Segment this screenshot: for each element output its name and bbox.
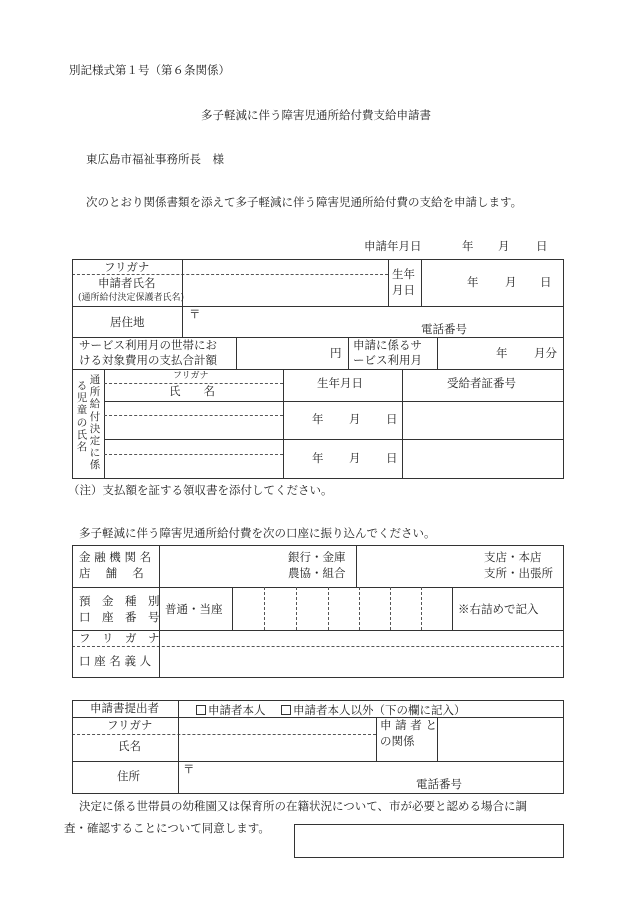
applicant-name-input[interactable] [184, 276, 387, 305]
account-number-input[interactable] [233, 588, 451, 629]
yen-unit: 円 [330, 346, 342, 360]
submitter-name-input[interactable] [180, 736, 375, 760]
postal-mark: 〒 [189, 307, 201, 321]
child-name-label: 氏 名 [169, 384, 215, 398]
intro-text: 次のとおり関係書類を添えて多子軽減に伴う障害児通所給付費の支給を申請します。 [86, 195, 523, 209]
form-title: 多子軽減に伴う障害児通所給付費支給申請書 [201, 108, 431, 122]
checkbox-icon [196, 705, 206, 715]
form-number: 別記様式第１号（第６条関係） [69, 63, 230, 77]
holder-furigana-input[interactable] [161, 631, 562, 645]
account-holder-input[interactable] [161, 648, 562, 676]
submitter-self-checkbox[interactable]: 申請者本人 [196, 702, 266, 718]
children-side-label-b: 通所給付決定に係 [89, 374, 101, 472]
account-type-select[interactable]: 普通・当座 [165, 602, 223, 616]
child-2-certificate-input[interactable] [404, 441, 562, 477]
submitter-phone-label: 電話番号 [416, 777, 462, 791]
child-2-name-input[interactable] [106, 441, 282, 477]
bank-intro: 多子軽減に伴う障害児通所給付費を次の口座に振り込んでください。 [79, 526, 436, 540]
consent-signature-box[interactable] [294, 824, 564, 858]
receipt-note: （注）支払額を証する領収書を添付してください。 [68, 483, 333, 497]
applicant-furigana-input[interactable] [184, 260, 387, 273]
submitter-other-checkbox[interactable]: 申請者本人以外（下の欄に記入） [281, 702, 466, 718]
consent-text-2: 査・確認することについて同意します。 [64, 821, 270, 835]
addressee: 東広島市福祉事務所長 様 [86, 152, 224, 166]
phone-label: 電話番号 [421, 322, 467, 336]
birthdate-label-2: 月日 [392, 283, 415, 297]
submitter-furigana-label: フリガナ [107, 718, 153, 732]
service-month-label-1: 申請に係るサ [353, 338, 422, 352]
account-label-2: 口 座 番 号 [79, 610, 160, 624]
applicant-name-note: (通所給付決定保護者氏名) [78, 293, 185, 303]
consent-text-1: 決定に係る世帯員の幼稚園又は保育所の在籍状況について、市が必要と認める場合に調 [79, 799, 528, 813]
relation-input[interactable] [439, 718, 562, 760]
birthdate-label-1: 生年 [392, 267, 415, 281]
certificate-number-label: 受給者証番号 [447, 376, 516, 390]
child-1-certificate-input[interactable] [404, 403, 562, 438]
relation-label-2: の関係 [380, 734, 415, 748]
relation-label-1: 申 請 者 と [380, 718, 437, 732]
bank-name-label-2: 店 舗 名 [79, 566, 144, 580]
account-holder-label: 口 座 名 義 人 [79, 654, 152, 668]
submitter-address-label: 住所 [117, 769, 140, 783]
child-birthdate-label: 生年月日 [317, 376, 363, 390]
submitter-name-label: 氏名 [118, 739, 141, 753]
applicant-furigana-label: フリガナ [104, 260, 150, 274]
submitter-label: 申請書提出者 [90, 701, 159, 715]
submitter-postal-mark: 〒 [183, 762, 195, 776]
child-1-name-input[interactable] [106, 403, 282, 438]
bank-name-label-1: 金 融 機 関 名 [79, 550, 152, 564]
address-label: 居住地 [110, 315, 145, 329]
application-form-page: 別記様式第１号（第６条関係） 多子軽減に伴う障害児通所給付費支給申請書 東広島市福祉事務所長 様 次のとおり関係書類を添えて多子軽減に伴う障害児通所給付費の支給を申請します。 申請年月日 年 月 日 フリガナ 申請者氏名 (通所給付決定保護者氏名) 生年 月日 年 月 日 居住地 〒 電話番号 サービス利用月の世帯にお ける対象費用の支払合計額 円 申請に係るサ ービス利用月 年 月分 る児童の氏名 通所給付決定に係 フリガナ 氏 名 生年月日 受給者証番号 年 月 日 年 月 日 （注）支払額を証する領収書を添付してください。 多子軽減に伴う障害児通所給付費を次の口座に振り込んでください。 金 融 機 関 名 店 舗 名 銀行・金庫 農協・組合 支店・本店 支所・出張所 預 金 種 別 口 座 番 号 普通・当座 ※右詰めで記入 フ リ ガ ナ 口 座 名 義 人 申請書提出者 申請者本人 申請者本人以外（下の欄に記入） フリガナ 氏名 申 請 者 と の関係 住所 〒 電話番号 決定に係る世帯員の幼稚園又は保育所の在籍状況について、市が必要と認める場合に調 査・確認することについて同意します。 [0, 0, 630, 915]
applicant-name-label: 申請者氏名 [98, 276, 156, 290]
account-label-1: 預 金 種 別 [79, 594, 160, 608]
right-align-note: ※右詰めで記入 [458, 602, 539, 616]
submitter-furigana-input[interactable] [180, 718, 375, 733]
total-cost-label-1: サービス利用月の世帯にお [79, 338, 217, 352]
checkbox-icon [281, 705, 291, 715]
service-month-label-2: ービス利用月 [353, 353, 422, 367]
total-cost-label-2: ける対象費用の支払合計額 [79, 353, 217, 367]
children-side-label-a: る児童の氏名 [76, 380, 88, 454]
holder-furigana-label: フ リ ガ ナ [79, 631, 160, 645]
child-furigana-label: フリガナ [173, 371, 209, 381]
